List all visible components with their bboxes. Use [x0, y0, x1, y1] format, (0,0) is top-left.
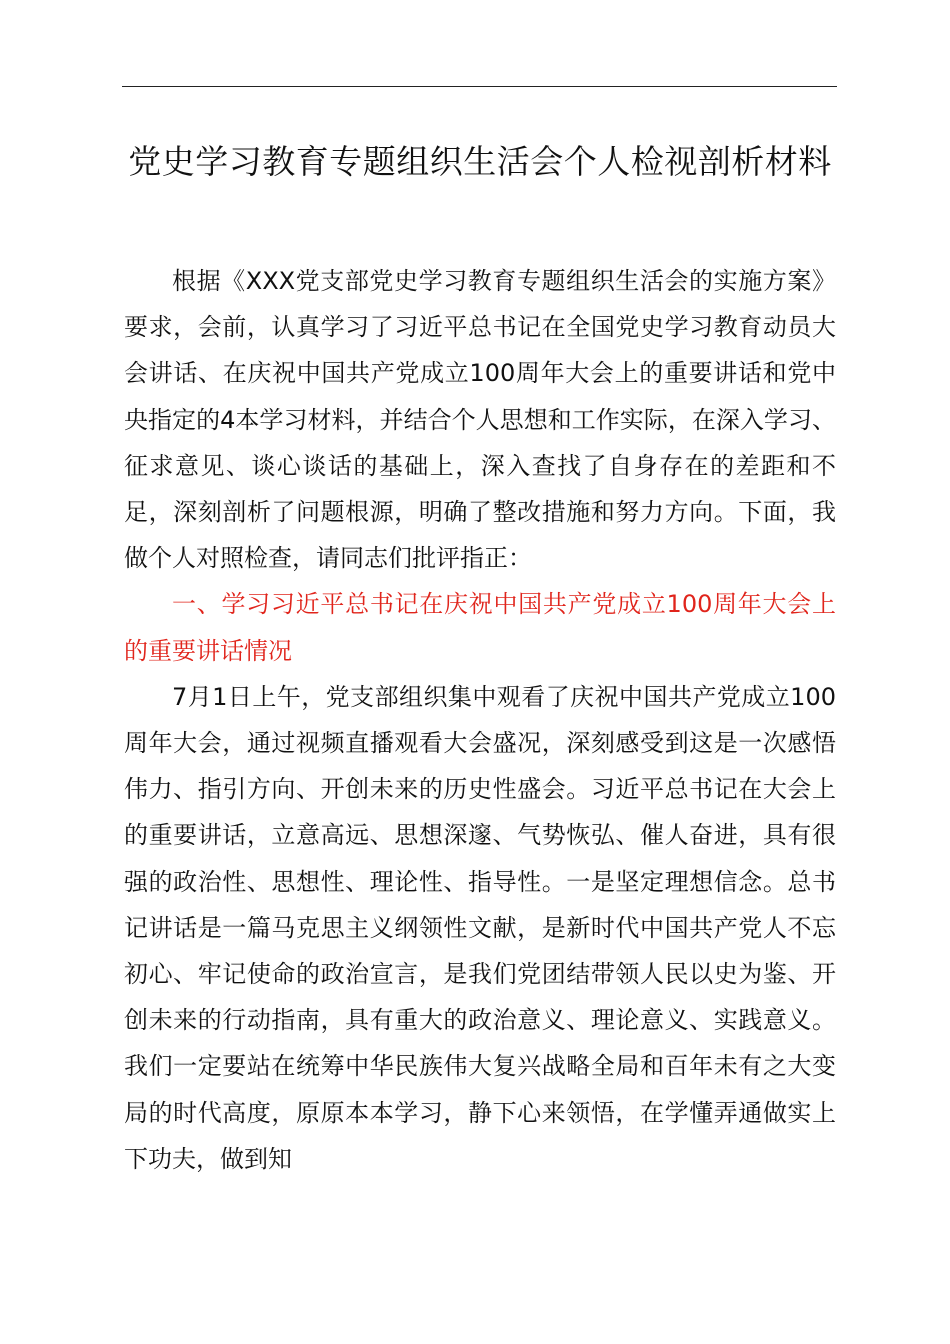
document-body: [124, 258, 836, 1182]
section-heading: 一、学习习近平总书记在庆祝中国共产党成立100周年大会上的重要讲话情况: [124, 590, 836, 665]
body-paragraph: 7月1日上午，党支部组织集中观看了庆祝中国共产党成立100周年大会，通过视频直播观看大会盛况，深刻感受到这是一次感悟伟力、指引方向、开创未来的历史性盛会。习近平总书记在大会上的重要讲话，立意高远、思想深邃、气势恢弘、催人奋进，具有很强的政治性、思想性、理论性、指导性。一是坚定理想信念。总书记讲话是一篇马克思主义纲领性文献，是新时代中国共产党人不忘初心、牢记使命的政治宣言，是我们党团结带领人民以史为鉴、开创未来的行动指南，具有重大的政治意义、理论意义、实践意义。我们一定要站在统筹中华民族伟大复兴战略全局和百年未有之大变局的时代高度，原原本本学习，静下心来领悟，在学懂弄通做实上下功夫，做到知: [124, 682, 836, 1173]
intro-paragraph: 根据《XXX党支部党史学习教育专题组织生活会的实施方案》要求，会前，认真学习了习近平总书记在全国党史学习教育动员大会讲话、在庆祝中国共产党成立100周年大会上的重要讲话和党中央指定的4本学习材料，并结合个人思想和工作实际，在深入学习、征求意见、谈心谈话的基础上，深入查找了自身存在的差距和不足，深刻剖析了问题根源，明确了整改措施和努力方向。下面，我做个人对照检查，请同志们批评指正：: [124, 267, 836, 573]
header-rule: [122, 86, 837, 87]
document-title: 党史学习教育专题组织生活会个人检视剖析材料: [128, 142, 832, 181]
